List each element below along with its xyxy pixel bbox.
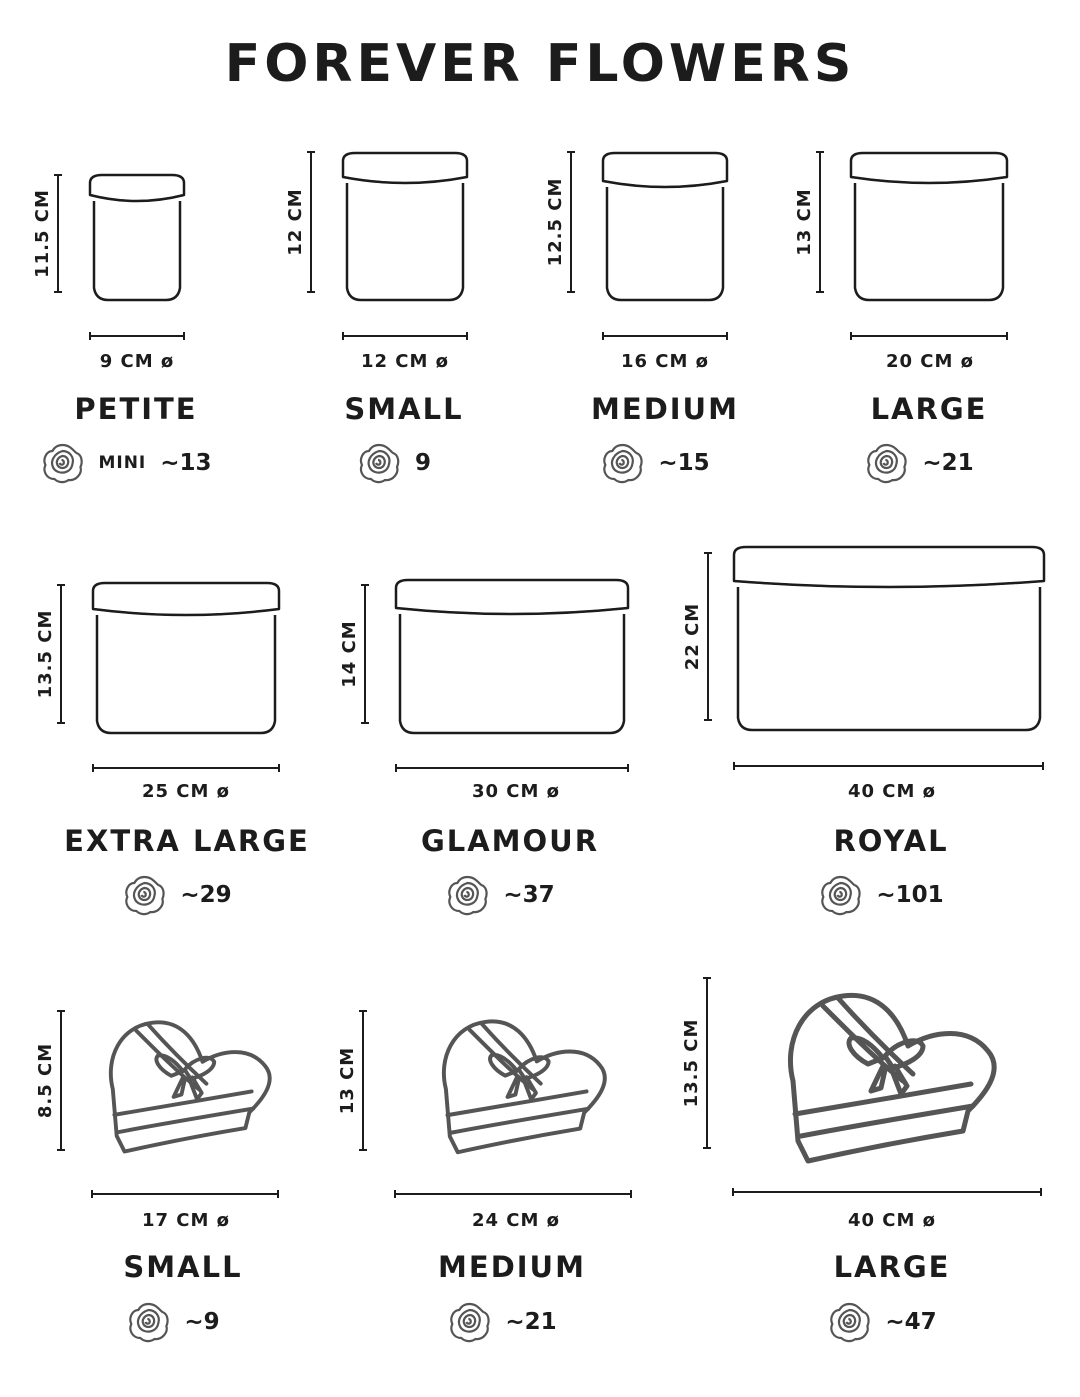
box-lid bbox=[343, 153, 467, 183]
width-dimension-line bbox=[603, 332, 727, 340]
height-dimension-line bbox=[361, 585, 369, 723]
diameter-label: 40 CM ø bbox=[847, 1210, 937, 1231]
width-dimension-line bbox=[851, 332, 1007, 340]
height-label: 13 CM bbox=[337, 1046, 358, 1115]
height-dimension-line bbox=[307, 152, 315, 292]
height-dimension-line bbox=[54, 175, 62, 292]
heart-box-icon bbox=[790, 995, 994, 1161]
rose-icon bbox=[864, 441, 908, 485]
count-value: ~37 bbox=[503, 882, 555, 908]
width-dimension-line bbox=[92, 1190, 278, 1198]
rose-icon bbox=[827, 1300, 871, 1344]
width-dimension-line bbox=[733, 1188, 1041, 1196]
height-label: 13 CM bbox=[794, 188, 815, 256]
count-value: ~21 bbox=[505, 1309, 557, 1335]
count-value: ~9 bbox=[184, 1309, 220, 1335]
heart-box-icon bbox=[111, 1022, 270, 1151]
size-name: SMALL bbox=[123, 1250, 243, 1284]
rose-icon bbox=[122, 873, 166, 917]
count-value: ~15 bbox=[658, 450, 710, 476]
size-entry-4 bbox=[794, 152, 1007, 372]
height-label: 13.5 CM bbox=[681, 1018, 702, 1108]
diameter-label: 12 CM ø bbox=[360, 351, 450, 372]
size-name: MEDIUM bbox=[438, 1250, 586, 1284]
count-value: ~21 bbox=[922, 450, 974, 476]
box-lid bbox=[734, 547, 1044, 587]
width-dimension-line bbox=[90, 332, 184, 340]
box-body bbox=[738, 587, 1040, 730]
rose-icon bbox=[600, 441, 644, 485]
box-lid bbox=[851, 153, 1007, 183]
size-name: GLAMOUR bbox=[420, 824, 600, 858]
count-value: ~47 bbox=[885, 1309, 937, 1335]
diameter-label: 20 CM ø bbox=[885, 351, 975, 372]
count-value: 9 bbox=[414, 450, 432, 476]
size-entry-10 bbox=[681, 978, 1041, 1231]
size-name: PETITE bbox=[74, 392, 198, 426]
height-dimension-line bbox=[359, 1011, 367, 1150]
flower-count bbox=[447, 1300, 556, 1344]
flower-count bbox=[818, 873, 943, 917]
round-box-icon bbox=[90, 175, 184, 300]
flower-count bbox=[600, 441, 709, 485]
box-body bbox=[855, 183, 1003, 300]
width-dimension-line bbox=[93, 764, 279, 772]
heart-box-icon bbox=[444, 1021, 605, 1152]
height-label: 22 CM bbox=[682, 602, 703, 671]
height-dimension-line bbox=[704, 553, 712, 720]
diameter-label: 24 CM ø bbox=[471, 1210, 561, 1231]
box-body bbox=[97, 615, 275, 733]
size-name: EXTRA LARGE bbox=[64, 824, 310, 858]
count-value: ~101 bbox=[876, 882, 944, 908]
rose-icon bbox=[357, 441, 401, 485]
flower-count bbox=[40, 441, 211, 485]
count-value: ~13 bbox=[160, 450, 212, 476]
flower-count bbox=[827, 1300, 936, 1344]
height-label: 12.5 CM bbox=[545, 177, 566, 267]
size-entry-1 bbox=[32, 175, 184, 372]
count-prefix: MINI bbox=[98, 453, 147, 473]
size-name: MEDIUM bbox=[591, 392, 739, 426]
height-dimension-line bbox=[567, 152, 575, 292]
flower-count bbox=[122, 873, 231, 917]
box-body bbox=[607, 187, 723, 300]
size-entry-2 bbox=[285, 152, 467, 372]
count-value: ~29 bbox=[180, 882, 232, 908]
box-lid bbox=[93, 583, 279, 615]
height-label: 8.5 CM bbox=[35, 1042, 56, 1119]
height-dimension-line bbox=[816, 152, 824, 292]
rose-icon bbox=[447, 1300, 491, 1344]
round-box-icon bbox=[396, 580, 628, 733]
round-box-icon bbox=[851, 153, 1007, 300]
box-body bbox=[400, 614, 624, 733]
width-dimension-line bbox=[395, 1190, 631, 1198]
height-label: 13.5 CM bbox=[35, 609, 56, 699]
rose-icon bbox=[445, 873, 489, 917]
size-name: ROYAL bbox=[833, 824, 949, 858]
size-entry-3 bbox=[545, 152, 727, 372]
round-box-icon bbox=[734, 547, 1044, 730]
flower-count bbox=[864, 441, 973, 485]
size-entry-8 bbox=[35, 1011, 278, 1231]
size-name: LARGE bbox=[833, 1250, 951, 1284]
size-entry-7 bbox=[682, 547, 1044, 802]
height-dimension-line bbox=[703, 978, 711, 1148]
size-entry-9 bbox=[337, 1011, 631, 1231]
size-entry-6 bbox=[339, 580, 628, 802]
height-dimension-line bbox=[57, 585, 65, 723]
width-dimension-line bbox=[396, 764, 628, 772]
flower-count bbox=[126, 1300, 219, 1344]
height-label: 14 CM bbox=[339, 620, 360, 688]
rose-icon bbox=[126, 1300, 170, 1344]
width-dimension-line bbox=[343, 332, 467, 340]
diameter-label: 16 CM ø bbox=[620, 351, 710, 372]
box-body bbox=[94, 201, 180, 300]
diameter-label: 40 CM ø bbox=[847, 781, 937, 802]
round-box-icon bbox=[93, 583, 279, 733]
size-name: LARGE bbox=[870, 392, 988, 426]
rose-icon bbox=[818, 873, 862, 917]
size-name: SMALL bbox=[344, 392, 464, 426]
box-body bbox=[347, 183, 463, 300]
width-dimension-line bbox=[734, 762, 1043, 770]
diameter-label: 25 CM ø bbox=[141, 781, 231, 802]
round-box-icon bbox=[343, 153, 467, 300]
rose-icon bbox=[40, 441, 84, 485]
round-box-icon bbox=[603, 153, 727, 300]
diameter-label: 9 CM ø bbox=[99, 351, 175, 372]
height-label: 12 CM bbox=[285, 188, 306, 256]
size-entry-5 bbox=[35, 583, 279, 802]
height-dimension-line bbox=[57, 1011, 65, 1150]
flower-count bbox=[445, 873, 554, 917]
diameter-label: 30 CM ø bbox=[471, 781, 561, 802]
box-lid bbox=[603, 153, 727, 187]
box-lid bbox=[396, 580, 628, 614]
flower-count bbox=[357, 441, 431, 485]
height-label: 11.5 CM bbox=[32, 189, 53, 278]
page-title: FOREVER FLOWERS bbox=[224, 34, 856, 94]
diameter-label: 17 CM ø bbox=[141, 1210, 231, 1231]
